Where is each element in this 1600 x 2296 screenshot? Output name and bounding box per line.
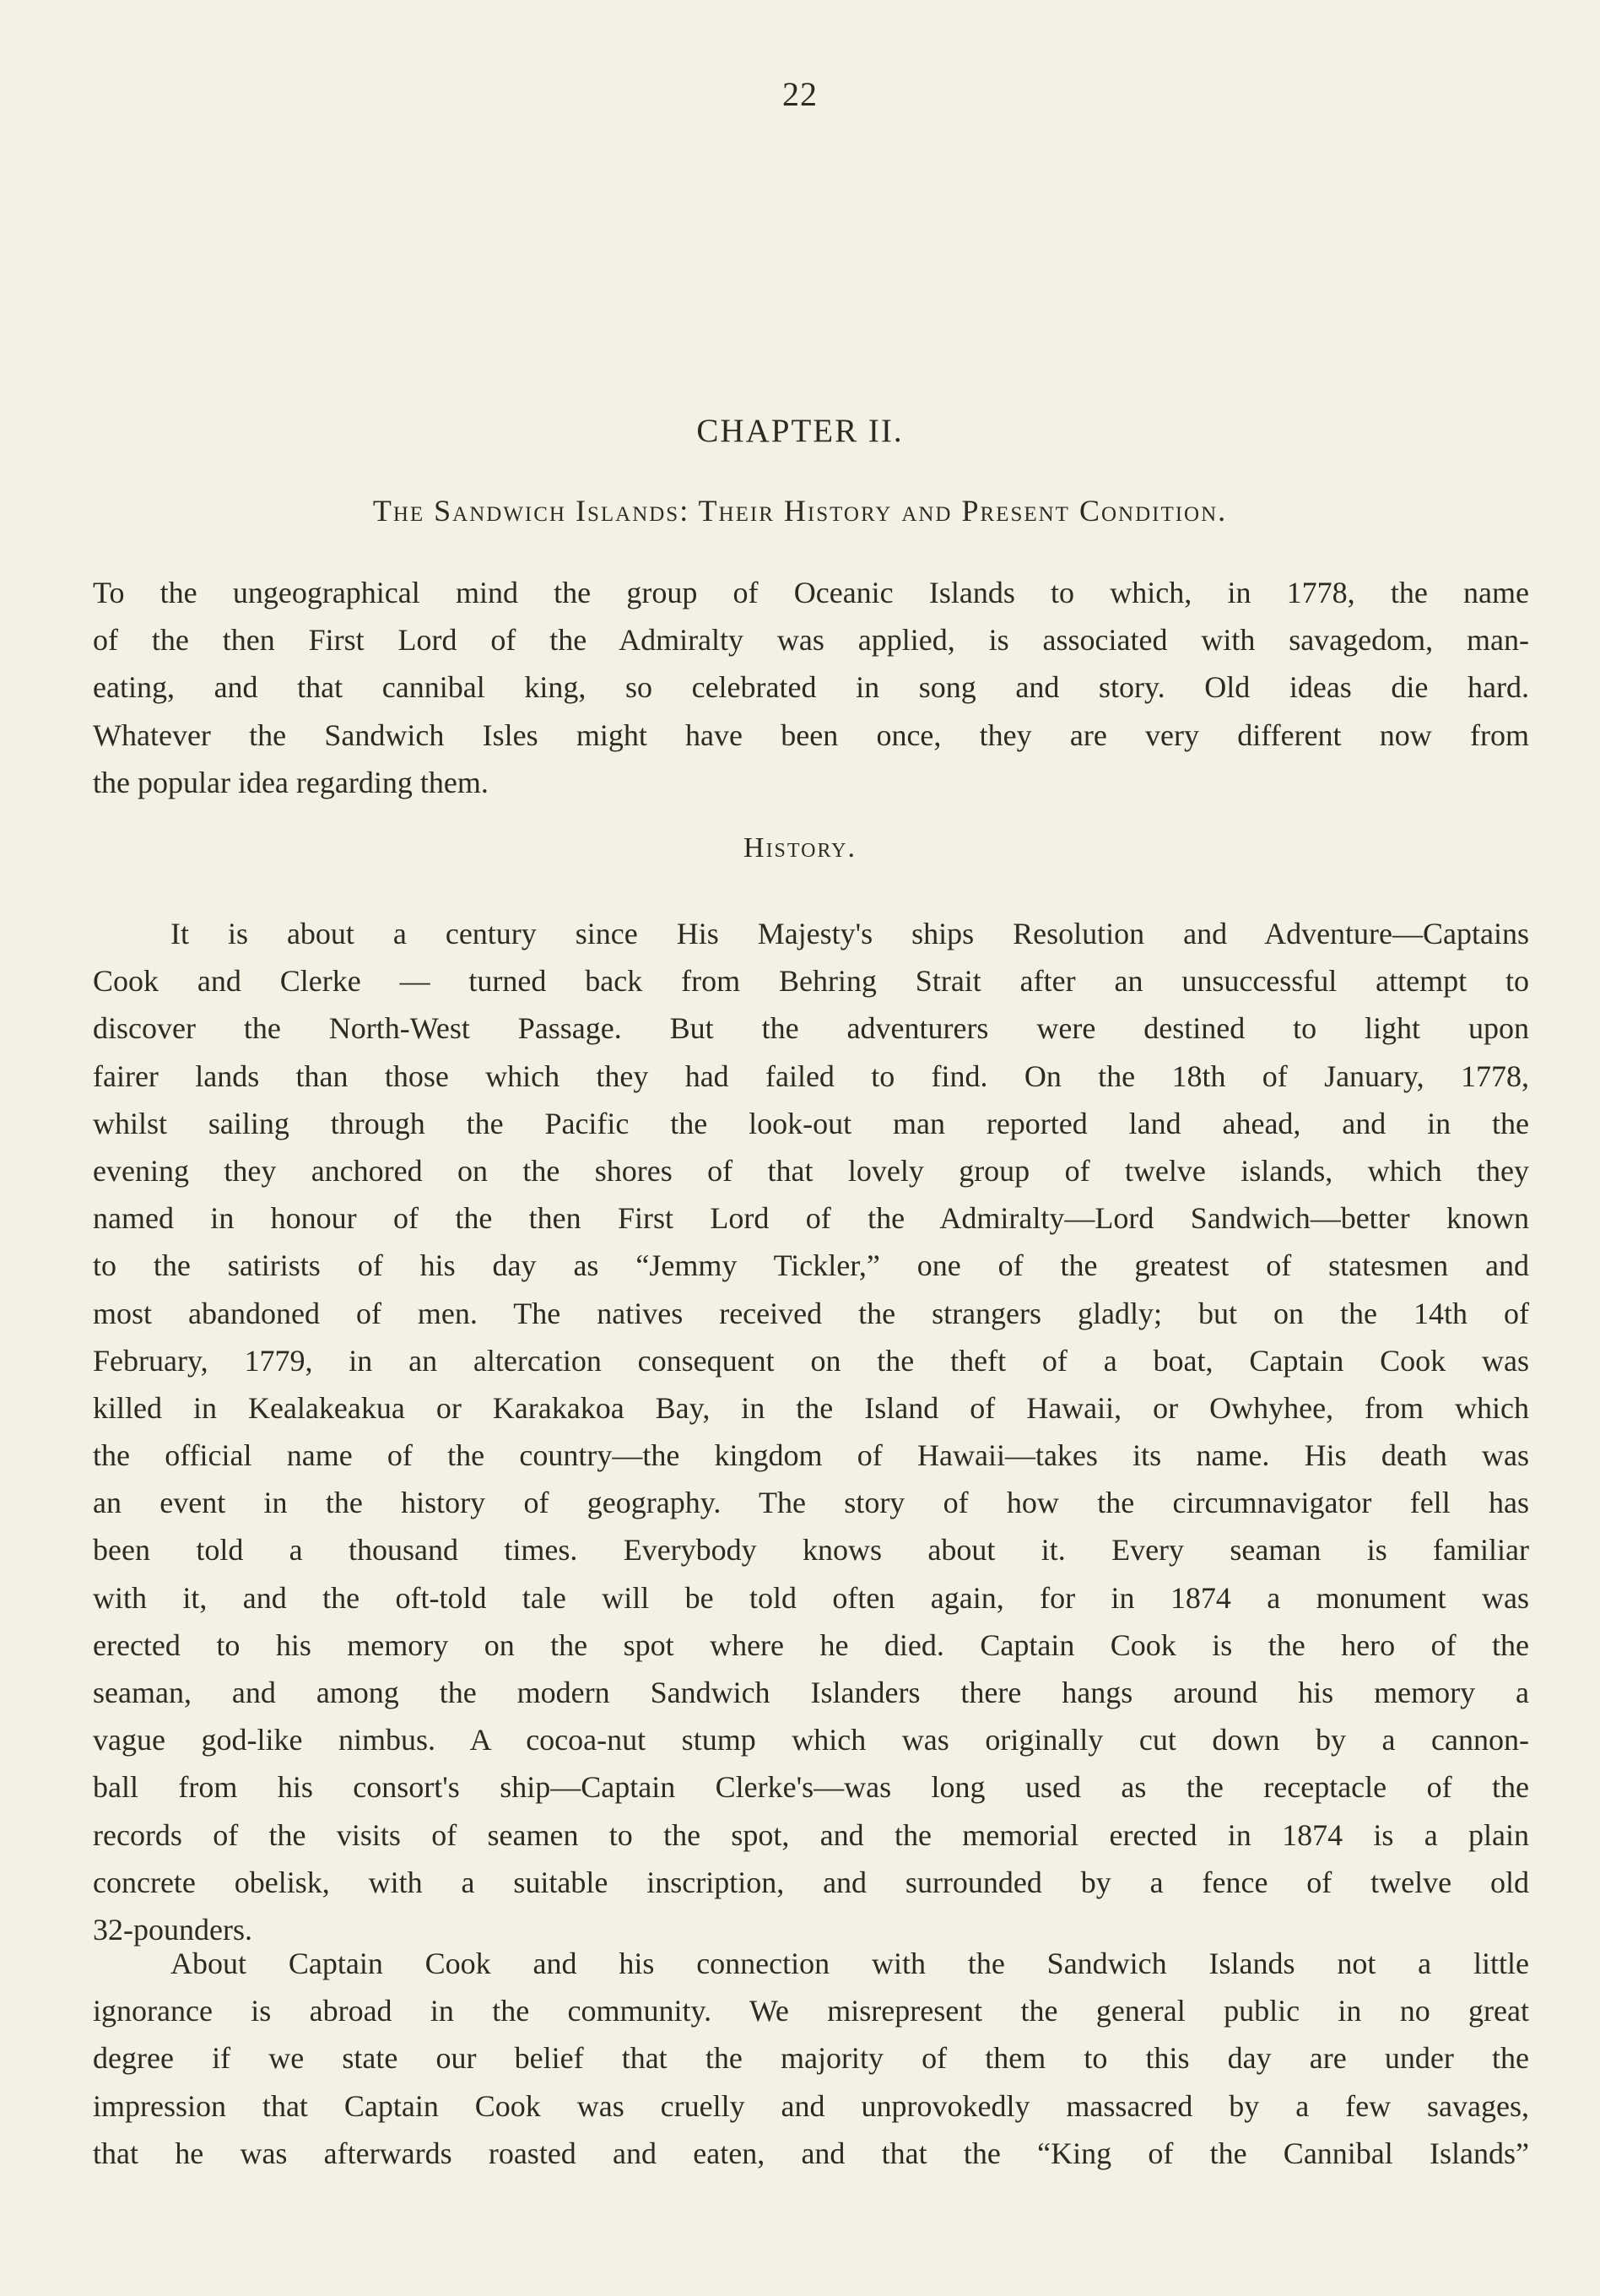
text-line: Whatever the Sandwich Isles might have been once, they are very different now from [93, 718, 1529, 752]
text-line: of the then First Lord of the Admiralty was applied, is associated with savagedom, man- [93, 623, 1529, 658]
text-line: that he was afterwards roasted and eaten, and that the “King of the Cannibal Islands” [93, 2136, 1529, 2170]
text-line: degree if we state our belief that the majority of them to this day are under the [93, 2041, 1529, 2076]
text-line: ball from his consort's ship—Captain Clerke's—was long used as the receptacle of the [93, 1770, 1529, 1805]
text-line: It is about a century since His Majesty's ships Resolution and Adventure—Captains [170, 917, 1529, 950]
text-line: 32-pounders. [93, 1912, 252, 1947]
text-line: the popular idea regarding them. [93, 765, 489, 799]
text-line: impression that Captain Cook was cruelly and unprovokedly massacred by a few savages, [93, 2088, 1529, 2123]
text-line: to the satirists of his day as “Jemmy Tickler,” one of the greatest of statesmen and [93, 1248, 1529, 1283]
text-line: killed in Kealakeakua or Karakakoa Bay, in the Island of Hawaii, or Owhyhee, from which [93, 1390, 1529, 1425]
text-line: eating, and that cannibal king, so celebrated in song and story. Old ideas die hard. [93, 670, 1529, 705]
history-paragraph [93, 910, 1529, 1953]
intro-paragraph [93, 569, 1529, 806]
text-line: concrete obelisk, with a suitable inscription, and surrounded by a fence of twelve old [93, 1865, 1529, 1899]
text-line: discover the North-West Passage. But the adventurers were destined to light upon [93, 1011, 1529, 1046]
text-line: the official name of the country—the kingdom of Hawaii—takes its name. His death was [93, 1438, 1529, 1473]
text-line: Cook and Clerke — turned back from Behring Strait after an unsuccessful attempt to [93, 964, 1529, 999]
text-line: whilst sailing through the Pacific the look-out man reported land ahead, and in the [93, 1106, 1529, 1140]
text-line: been told a thousand times. Everybody knows about it. Every seaman is familiar [93, 1533, 1529, 1568]
text-line: ignorance is abroad in the community. We misrepresent the general public in no great [93, 1994, 1529, 2028]
text-line: most abandoned of men. The natives received the strangers gladly; but on the 14th of [93, 1296, 1529, 1330]
text-line: seaman, and among the modern Sandwich Islanders there hangs around his memory a [93, 1676, 1529, 1709]
chapter-heading: CHAPTER II. [696, 413, 904, 449]
text-line: To the ungeographical mind the group of Oceanic Islands to which, in 1778, the name [93, 576, 1529, 609]
page-number: 22 [782, 75, 818, 113]
text-line: vague god-like nimbus. A cocoa-nut stump which was originally cut down by a cannon- [93, 1723, 1529, 1757]
text-line: named in honour of the then First Lord of the Admiralty—Lord Sandwich—better known [93, 1201, 1529, 1236]
text-line: fairer lands than those which they had failed to find. On the 18th of January, 1778, [93, 1059, 1529, 1093]
text-line: evening they anchored on the shores of that lovely group of twelve islands, which they [93, 1153, 1529, 1188]
text-line: February, 1779, in an altercation consequent on the theft of a boat, Captain Cook was [93, 1343, 1529, 1378]
text-line: records of the visits of seamen to the spot, and the memorial erected in 1874 is a plain [93, 1817, 1529, 1852]
text-line: About Captain Cook and his connection with the Sandwich Islands not a little [170, 1947, 1529, 1980]
closing-paragraph [93, 1940, 1529, 2177]
text-line: an event in the history of geography. The story of how the circumnavigator fell has [93, 1486, 1529, 1520]
text-line: erected to his memory on the spot where he died. Captain Cook is the hero of the [93, 1627, 1529, 1662]
chapter-title: The Sandwich Islands: Their History and Present Condition. [372, 494, 1228, 528]
section-heading: History. [743, 832, 857, 864]
text-line: with it, and the oft-told tale will be told often again, for in 1874 a monument was [93, 1580, 1529, 1615]
